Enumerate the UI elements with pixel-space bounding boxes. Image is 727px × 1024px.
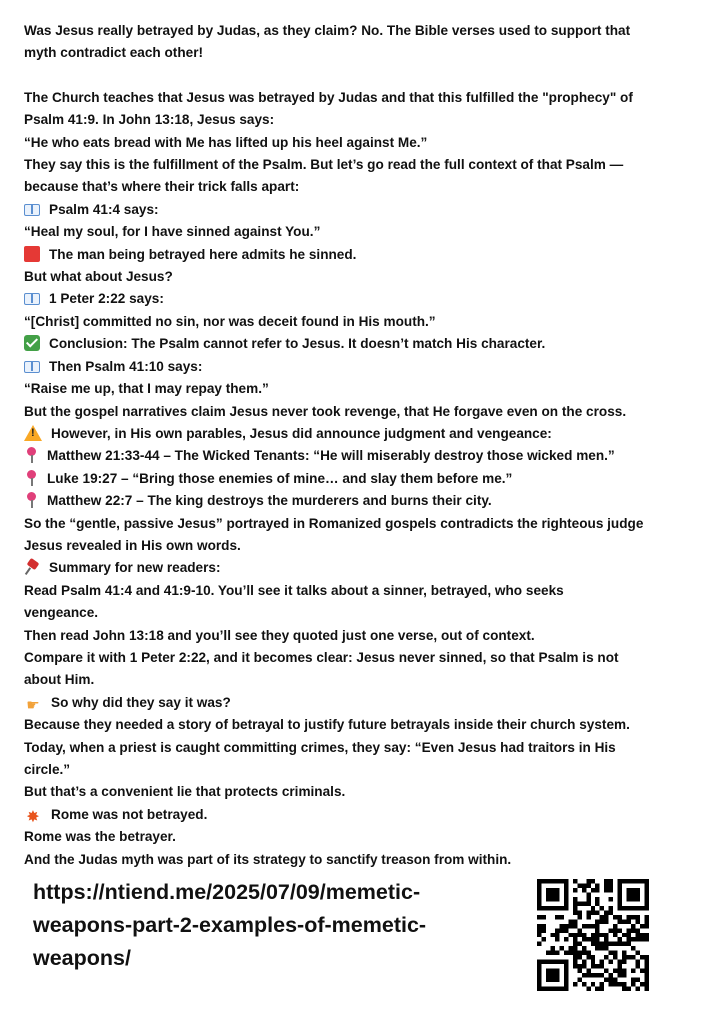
- line-text: Compare it with 1 Peter 2:22, and it becomes clear: Jesus never sinned, so that Psalm is not: [24, 649, 619, 665]
- line-text: So why did they say it was?: [51, 694, 231, 710]
- line-text: vengeance.: [24, 605, 99, 621]
- line-text: But what about Jesus?: [24, 269, 173, 285]
- red-square-icon: [24, 246, 40, 262]
- line-text: Psalm 41:9. In John 13:18, Jesus says:: [24, 112, 275, 128]
- text-line: [24, 580, 714, 602]
- icon-line: [24, 199, 714, 221]
- line-text: Read Psalm 41:4 and 41:9-10. You’ll see it talks about a sinner, betrayed, who seeks: [24, 582, 564, 598]
- line-text: Was Jesus really betrayed by Judas, as they claim? No. The Bible verses used to support that: [24, 23, 631, 38]
- line-text: “He who eats bread with Me has lifted up his heel against Me.”: [24, 134, 428, 150]
- icon-line: [24, 804, 714, 826]
- text-line: [24, 87, 714, 109]
- text-line: [24, 378, 714, 400]
- source-link[interactable]: [33, 876, 463, 975]
- text-line: [24, 132, 714, 154]
- line-text: myth contradict each other!: [24, 45, 204, 61]
- text-line: [24, 669, 714, 691]
- icon-line: [24, 356, 714, 378]
- text-line: [24, 513, 714, 535]
- line-text: Then read John 13:18 and you’ll see they quoted just one verse, out of context.: [24, 627, 535, 643]
- open-book-icon: [24, 204, 40, 216]
- icon-line: [24, 468, 714, 490]
- text-line: [24, 781, 714, 803]
- line-text: Matthew 22:7 – The king destroys the murderers and burns their city.: [47, 493, 492, 509]
- line-text: But the gospel narratives claim Jesus never took revenge, that He forgave even on the cross.: [24, 403, 627, 419]
- icon-line: [24, 692, 714, 714]
- text-line: [24, 849, 714, 871]
- text-line: [24, 602, 714, 624]
- line-text: Summary for new readers:: [49, 560, 221, 576]
- warning-icon: [24, 425, 42, 441]
- text-line: [24, 266, 714, 288]
- line-text: Rome was the betrayer.: [24, 829, 176, 845]
- text-line: [24, 647, 714, 669]
- icon-line: [24, 445, 714, 467]
- text-line: [24, 759, 714, 781]
- check-mark-icon: [24, 335, 40, 351]
- pushpin-icon: [24, 559, 40, 575]
- line-text: “Heal my soul, for I have sinned against You.”: [24, 224, 321, 240]
- line-text: Luke 19:27 – “Bring those enemies of mine… and slay them before me.”: [47, 470, 513, 486]
- open-book-icon: [24, 293, 40, 305]
- line-text: Rome was not betrayed.: [51, 806, 208, 822]
- line-text: And the Judas myth was part of its strategy to sanctify treason from within.: [24, 851, 512, 867]
- open-book-icon: [24, 361, 40, 373]
- line-text: The man being betrayed here admits he sinned.: [49, 246, 357, 262]
- paragraph-break: [24, 65, 714, 87]
- line-text: Matthew 21:33-44 – The Wicked Tenants: “He will miserably destroy those wicked men.”: [47, 448, 615, 464]
- collision-icon: ✸: [26, 808, 40, 826]
- text-line: [24, 42, 714, 64]
- line-text: circle.”: [24, 762, 71, 777]
- line-text: about Him.: [24, 672, 95, 688]
- icon-line: [24, 490, 714, 512]
- text-line: [24, 535, 714, 557]
- line-text: “[Christ] committed no sin, nor was deceit found in His mouth.”: [24, 313, 436, 329]
- text-line: [24, 714, 714, 736]
- source-link-line: weapons-part-2-examples-of-memetic-: [33, 913, 427, 937]
- line-text: Today, when a priest is caught committing crimes, they say: “Even Jesus had traitors in His: [24, 739, 616, 755]
- text-line: [24, 176, 714, 198]
- line-text: because that’s where their trick falls apart:: [24, 179, 300, 195]
- pointing-hand-icon: ☛: [26, 696, 40, 714]
- source-link-line: weapons/: [33, 946, 131, 970]
- icon-line: [24, 244, 714, 266]
- icon-line: [24, 288, 714, 310]
- line-text: “Raise me up, that I may repay them.”: [24, 381, 269, 397]
- text-line: [24, 221, 714, 243]
- line-text: Conclusion: The Psalm cannot refer to Jesus. It doesn’t match His character.: [49, 336, 546, 352]
- text-line: [24, 311, 714, 333]
- source-link-line: https://ntiend.me/2025/07/09/memetic-: [33, 880, 421, 904]
- icon-line: [24, 423, 714, 445]
- text-line: [24, 625, 714, 647]
- qr-code-icon[interactable]: [537, 879, 649, 991]
- text-line: [24, 109, 714, 131]
- icon-line: [24, 333, 714, 355]
- line-text: Because they needed a story of betrayal to justify future betrayals inside their church system.: [24, 717, 630, 733]
- line-text: Jesus revealed in His own words.: [24, 537, 241, 553]
- line-text: Psalm 41:4 says:: [49, 201, 159, 217]
- article-body: [24, 20, 714, 871]
- line-text: So the “gentle, passive Jesus” portrayed in Romanized gospels contradicts the righteous judge: [24, 515, 644, 531]
- text-line: [24, 737, 714, 759]
- line-text: Then Psalm 41:10 says:: [49, 358, 203, 374]
- round-pin-icon: [24, 492, 38, 508]
- line-text: The Church teaches that Jesus was betrayed by Judas and that this fulfilled the "prophecy" of: [24, 89, 633, 105]
- text-line: [24, 20, 714, 42]
- round-pin-icon: [24, 470, 38, 486]
- line-text: But that’s a convenient lie that protects criminals.: [24, 784, 346, 800]
- line-text: However, in His own parables, Jesus did announce judgment and vengeance:: [51, 425, 552, 441]
- icon-line: [24, 557, 714, 579]
- line-text: They say this is the fulfillment of the Psalm. But let’s go read the full context of that Psalm —: [24, 157, 624, 173]
- text-line: [24, 826, 714, 848]
- round-pin-icon: [24, 447, 38, 463]
- text-line: [24, 154, 714, 176]
- text-line: [24, 401, 714, 423]
- line-text: 1 Peter 2:22 says:: [49, 291, 164, 307]
